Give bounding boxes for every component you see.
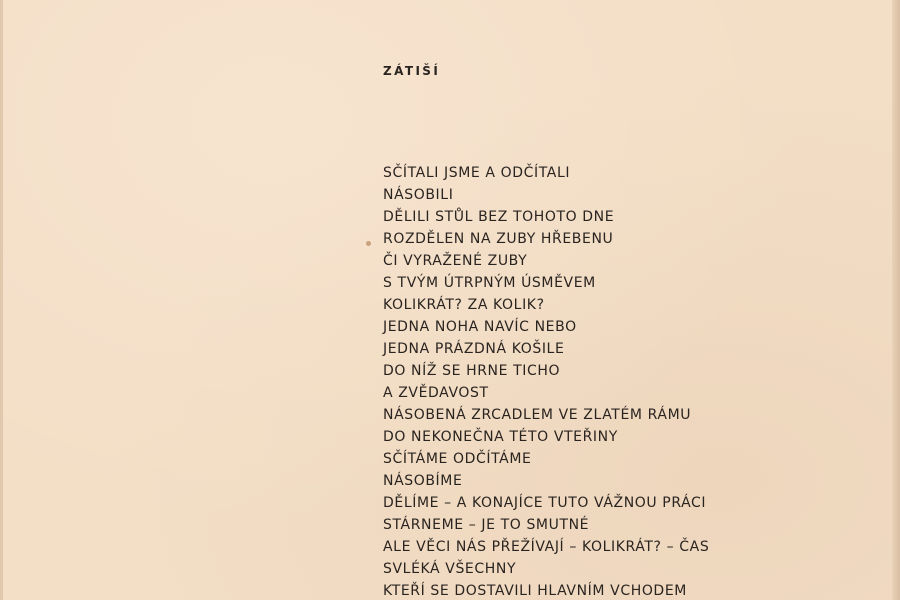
poem-line: SČÍTALI JSME A ODČÍTALI [383,165,571,181]
poem-line: SVLÉKÁ VŠECHNY [383,561,517,577]
poem-line: A ZVĚDAVOST [383,385,489,401]
poem-line: JEDNA NOHA NAVÍC NEBO [383,319,577,335]
poem-line: JEDNA PRÁZDNÁ KOŠILE [383,341,565,357]
poem-line: NÁSOBILI [383,187,454,203]
paper-speck [366,241,371,246]
poem-line: SČÍTÁME ODČÍTÁME [383,451,532,467]
poem-line: DĚLÍME – A KONAJÍCE TUTO VÁŽNOU PRÁCI [383,495,707,511]
poem-line: NÁSOBENÁ ZRCADLEM VE ZLATÉM RÁMU [383,407,692,423]
page-left-edge [0,0,3,600]
page-right-edge [892,0,900,600]
poem-line: STÁRNEME – JE TO SMUTNÉ [383,517,590,533]
poem-line: DO NEKONEČNA TÉTO VTEŘINY [383,429,618,445]
poem-line: ALE VĚCI NÁS PŘEŽÍVAJÍ – KOLIKRÁT? – ČAS [383,539,710,555]
poem-body [383,162,709,600]
poem-line: KTEŘÍ SE DOSTAVILI HLAVNÍM VCHODEM [383,583,687,599]
poem-line: KOLIKRÁT? ZA KOLIK? [383,297,545,313]
poem-title: ZÁTIŠÍ [383,64,441,78]
poem-line: ČI VYRAŽENÉ ZUBY [383,253,528,269]
poem-line: ROZDĚLEN NA ZUBY HŘEBENU [383,231,614,247]
poem-line: DO NÍŽ SE HRNE TICHO [383,363,561,379]
poem-line: DĚLILI STŮL BEZ TOHOTO DNE [383,209,615,225]
poem-line: S TVÝM ÚTRPNÝM ÚSMĚVEM [383,275,596,291]
poem-line: NÁSOBÍME [383,473,463,489]
